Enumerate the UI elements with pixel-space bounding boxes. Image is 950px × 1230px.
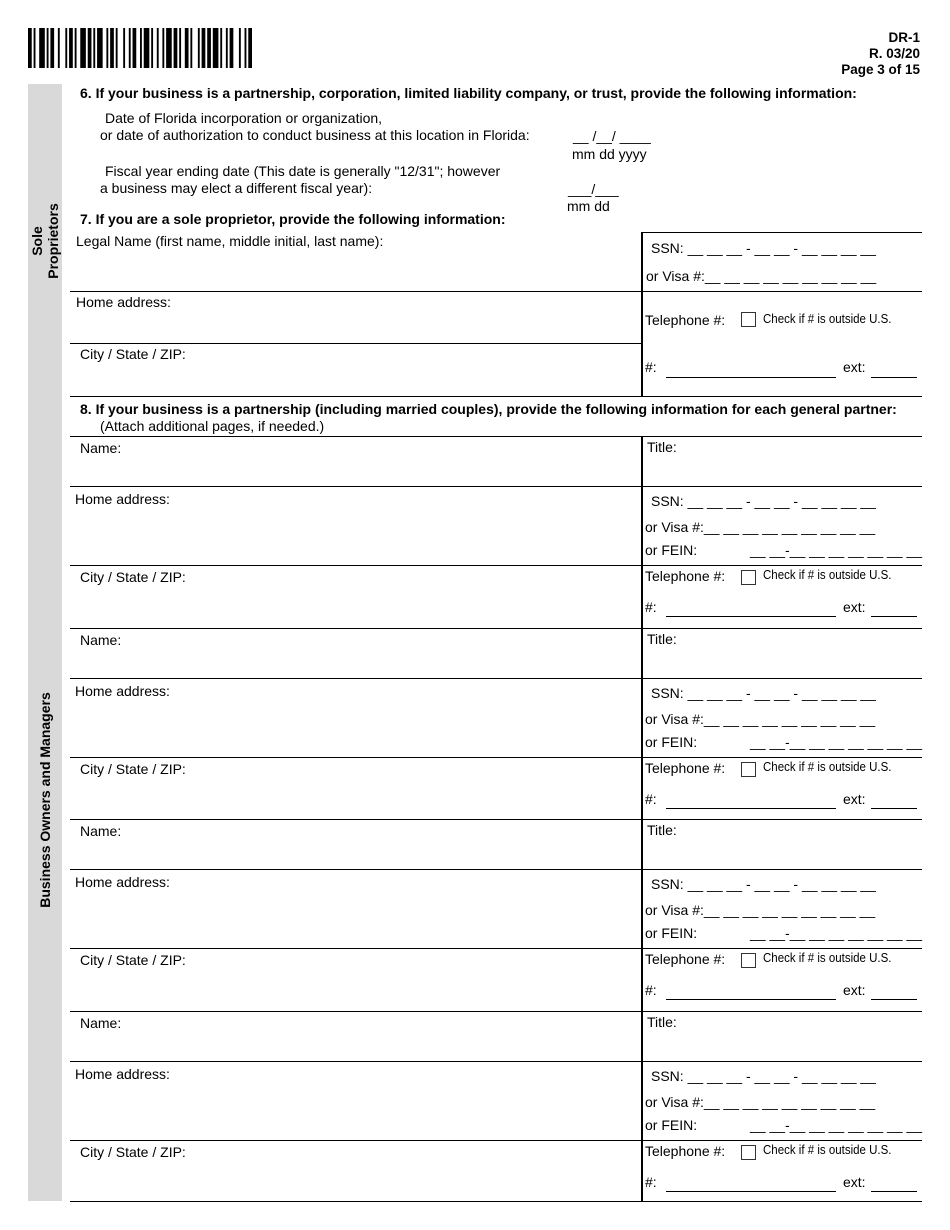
- partner-2-city-state-zip-label: City / State / ZIP:: [80, 761, 186, 777]
- legal-name-label: Legal Name (first name, middle initial, last name):: [76, 233, 384, 249]
- rule-line: [70, 1140, 922, 1141]
- partner-3-phone-number-field[interactable]: [666, 999, 836, 1000]
- partner-1-ssn-field[interactable]: SSN: __ __ __ - __ __ - __ __ __ __: [651, 493, 876, 509]
- rule-line: [70, 436, 922, 437]
- sole-ext-field[interactable]: [871, 377, 917, 378]
- partner-2-fein-label: or FEIN:: [645, 734, 698, 750]
- sole-outside-us-checkbox[interactable]: [741, 312, 756, 327]
- partner-3-visa-field[interactable]: or Visa #:__ __ __ __ __ __ __ __ __: [645, 902, 876, 918]
- sole-visa-field[interactable]: or Visa #:__ __ __ __ __ __ __ __ __: [646, 268, 877, 284]
- sole-phone-number-label: #:: [645, 359, 657, 375]
- partner-4-ssn-field[interactable]: SSN: __ __ __ - __ __ - __ __ __ __: [651, 1068, 876, 1084]
- partner-4-outside-us-label: Check if # is outside U.S.: [763, 1143, 892, 1157]
- sole-outside-us-label: Check if # is outside U.S.: [763, 312, 892, 326]
- barcode-image: [28, 28, 252, 68]
- page-number: Page 3 of 15: [841, 62, 920, 77]
- partner-3-fein-label: or FEIN:: [645, 925, 698, 941]
- partner-1-phone-number-label: #:: [645, 599, 657, 615]
- partner-3-fein-field[interactable]: __ __-__ __ __ __ __ __ __: [750, 925, 923, 941]
- sole-ext-label: ext:: [843, 359, 866, 375]
- q6-inc-line1: Date of Florida incorporation or organization,: [105, 110, 383, 126]
- partner-2-visa-field[interactable]: or Visa #:__ __ __ __ __ __ __ __ __: [645, 711, 876, 727]
- rule-line: [70, 757, 922, 758]
- partner-2-fein-field[interactable]: __ __-__ __ __ __ __ __ __: [750, 734, 923, 750]
- rule-line: [70, 678, 642, 679]
- q6-inc-line2: or date of authorization to conduct business at this location in Florida:: [100, 127, 530, 143]
- partner-1-outside-us-checkbox[interactable]: [741, 570, 756, 585]
- partner-1-fein-field[interactable]: __ __-__ __ __ __ __ __ __: [750, 542, 923, 558]
- partner-3-outside-us-checkbox[interactable]: [741, 953, 756, 968]
- partner-3-home-address-label: Home address:: [75, 874, 170, 890]
- inc-date-field[interactable]: __ /__/ ____: [573, 128, 651, 144]
- partner-3-ext-field[interactable]: [871, 999, 917, 1000]
- fy-date-format: mm dd: [567, 198, 610, 214]
- sidebar-sole-label: Sole Proprietors: [29, 203, 61, 279]
- rule-line: [70, 343, 642, 344]
- partner-1-visa-field[interactable]: or Visa #:__ __ __ __ __ __ __ __ __: [645, 519, 876, 535]
- partner-2-telephone-label: Telephone #:: [645, 760, 726, 776]
- partner-4-name-label: Name:: [80, 1015, 122, 1031]
- partner-1-home-address-label: Home address:: [75, 491, 170, 507]
- sidebar-owners-label: Business Owners and Managers: [37, 691, 53, 908]
- partner-4-phone-number-field[interactable]: [666, 1191, 836, 1192]
- partner-2-outside-us-checkbox[interactable]: [741, 762, 756, 777]
- partner-1-ext-field[interactable]: [871, 616, 917, 617]
- rule-line: [641, 678, 922, 679]
- column-divider: [641, 1011, 643, 1201]
- partner-2-phone-number-label: #:: [645, 791, 657, 807]
- column-divider: [641, 232, 643, 396]
- rule-line: [70, 396, 922, 397]
- partner-2-phone-number-field[interactable]: [666, 808, 836, 809]
- rule-line: [70, 628, 922, 629]
- partner-4-phone-number-label: #:: [645, 1174, 657, 1190]
- inc-date-format: mm dd yyyy: [572, 146, 647, 162]
- partner-3-city-state-zip-label: City / State / ZIP:: [80, 952, 186, 968]
- partner-4-ext-label: ext:: [843, 1174, 866, 1190]
- partner-3-telephone-label: Telephone #:: [645, 951, 726, 967]
- rule-line: [70, 869, 642, 870]
- form-id: DR-1: [888, 30, 920, 45]
- partner-3-ext-label: ext:: [843, 982, 866, 998]
- partner-4-telephone-label: Telephone #:: [645, 1143, 726, 1159]
- partner-2-home-address-label: Home address:: [75, 683, 170, 699]
- partner-2-title-label: Title:: [647, 631, 677, 647]
- partner-3-name-label: Name:: [80, 823, 122, 839]
- rule-line: [70, 1011, 922, 1012]
- column-divider: [641, 628, 643, 819]
- q6-fy-line2: a business may elect a different fiscal year):: [100, 180, 373, 196]
- partner-3-ssn-field[interactable]: SSN: __ __ __ - __ __ - __ __ __ __: [651, 876, 876, 892]
- partner-1-outside-us-label: Check if # is outside U.S.: [763, 568, 892, 582]
- rule-line: [70, 565, 922, 566]
- form-revision: R. 03/20: [868, 46, 920, 61]
- rule-line: [641, 1061, 922, 1062]
- partner-2-outside-us-label: Check if # is outside U.S.: [763, 760, 892, 774]
- rule-line: [70, 948, 922, 949]
- partner-1-city-state-zip-label: City / State / ZIP:: [80, 569, 186, 585]
- sidebar-sole-proprietors: [28, 84, 62, 398]
- partner-4-title-label: Title:: [647, 1014, 677, 1030]
- rule-line: [70, 486, 642, 487]
- partner-2-ext-field[interactable]: [871, 808, 917, 809]
- partner-4-outside-us-checkbox[interactable]: [741, 1145, 756, 1160]
- partner-2-ext-label: ext:: [843, 791, 866, 807]
- sole-home-address-label: Home address:: [76, 294, 171, 310]
- rule-line: [70, 1201, 922, 1202]
- partner-4-home-address-label: Home address:: [75, 1066, 170, 1082]
- fy-date-field[interactable]: ___/___: [568, 181, 619, 197]
- sole-phone-number-field[interactable]: [666, 377, 836, 378]
- rule-line: [70, 291, 922, 292]
- partner-4-city-state-zip-label: City / State / ZIP:: [80, 1144, 186, 1160]
- sidebar-business-owners: [28, 398, 62, 1201]
- sole-ssn-field[interactable]: SSN: __ __ __ - __ __ - __ __ __ __: [651, 240, 876, 256]
- partner-2-name-label: Name:: [80, 632, 122, 648]
- partner-1-title-label: Title:: [647, 439, 677, 455]
- partner-1-ext-label: ext:: [843, 599, 866, 615]
- rule-line: [641, 869, 922, 870]
- partner-4-fein-label: or FEIN:: [645, 1117, 698, 1133]
- partner-1-telephone-label: Telephone #:: [645, 568, 726, 584]
- partner-4-visa-field[interactable]: or Visa #:__ __ __ __ __ __ __ __ __: [645, 1094, 876, 1110]
- sole-telephone-label: Telephone #:: [645, 312, 726, 328]
- rule-line: [641, 232, 922, 233]
- partner-2-ssn-field[interactable]: SSN: __ __ __ - __ __ - __ __ __ __: [651, 685, 876, 701]
- sole-city-state-zip-label: City / State / ZIP:: [80, 346, 186, 362]
- rule-line: [70, 819, 922, 820]
- partner-3-outside-us-label: Check if # is outside U.S.: [763, 951, 892, 965]
- partner-3-title-label: Title:: [647, 822, 677, 838]
- partner-4-fein-field[interactable]: __ __-__ __ __ __ __ __ __: [750, 1117, 923, 1133]
- column-divider: [641, 819, 643, 1011]
- rule-line: [70, 1061, 642, 1062]
- q6-title: 6. If your business is a partnership, corporation, limited liability company, or trust, provide the following information:: [80, 85, 857, 101]
- partner-1-fein-label: or FEIN:: [645, 542, 698, 558]
- rule-line: [641, 486, 922, 487]
- column-divider: [641, 436, 643, 628]
- form-header: [841, 30, 920, 78]
- q8-title: 8. If your business is a partnership (including married couples), provide the following information for each general partner:: [80, 401, 897, 417]
- partner-4-ext-field[interactable]: [871, 1191, 917, 1192]
- partner-1-phone-number-field[interactable]: [666, 616, 836, 617]
- partner-3-phone-number-label: #:: [645, 982, 657, 998]
- q6-fy-line1: Fiscal year ending date (This date is generally "12/31"; however: [105, 163, 501, 179]
- q8-note: (Attach additional pages, if needed.): [100, 418, 325, 434]
- q7-title: 7. If you are a sole proprietor, provide the following information:: [80, 211, 506, 227]
- partner-1-name-label: Name:: [80, 440, 122, 456]
